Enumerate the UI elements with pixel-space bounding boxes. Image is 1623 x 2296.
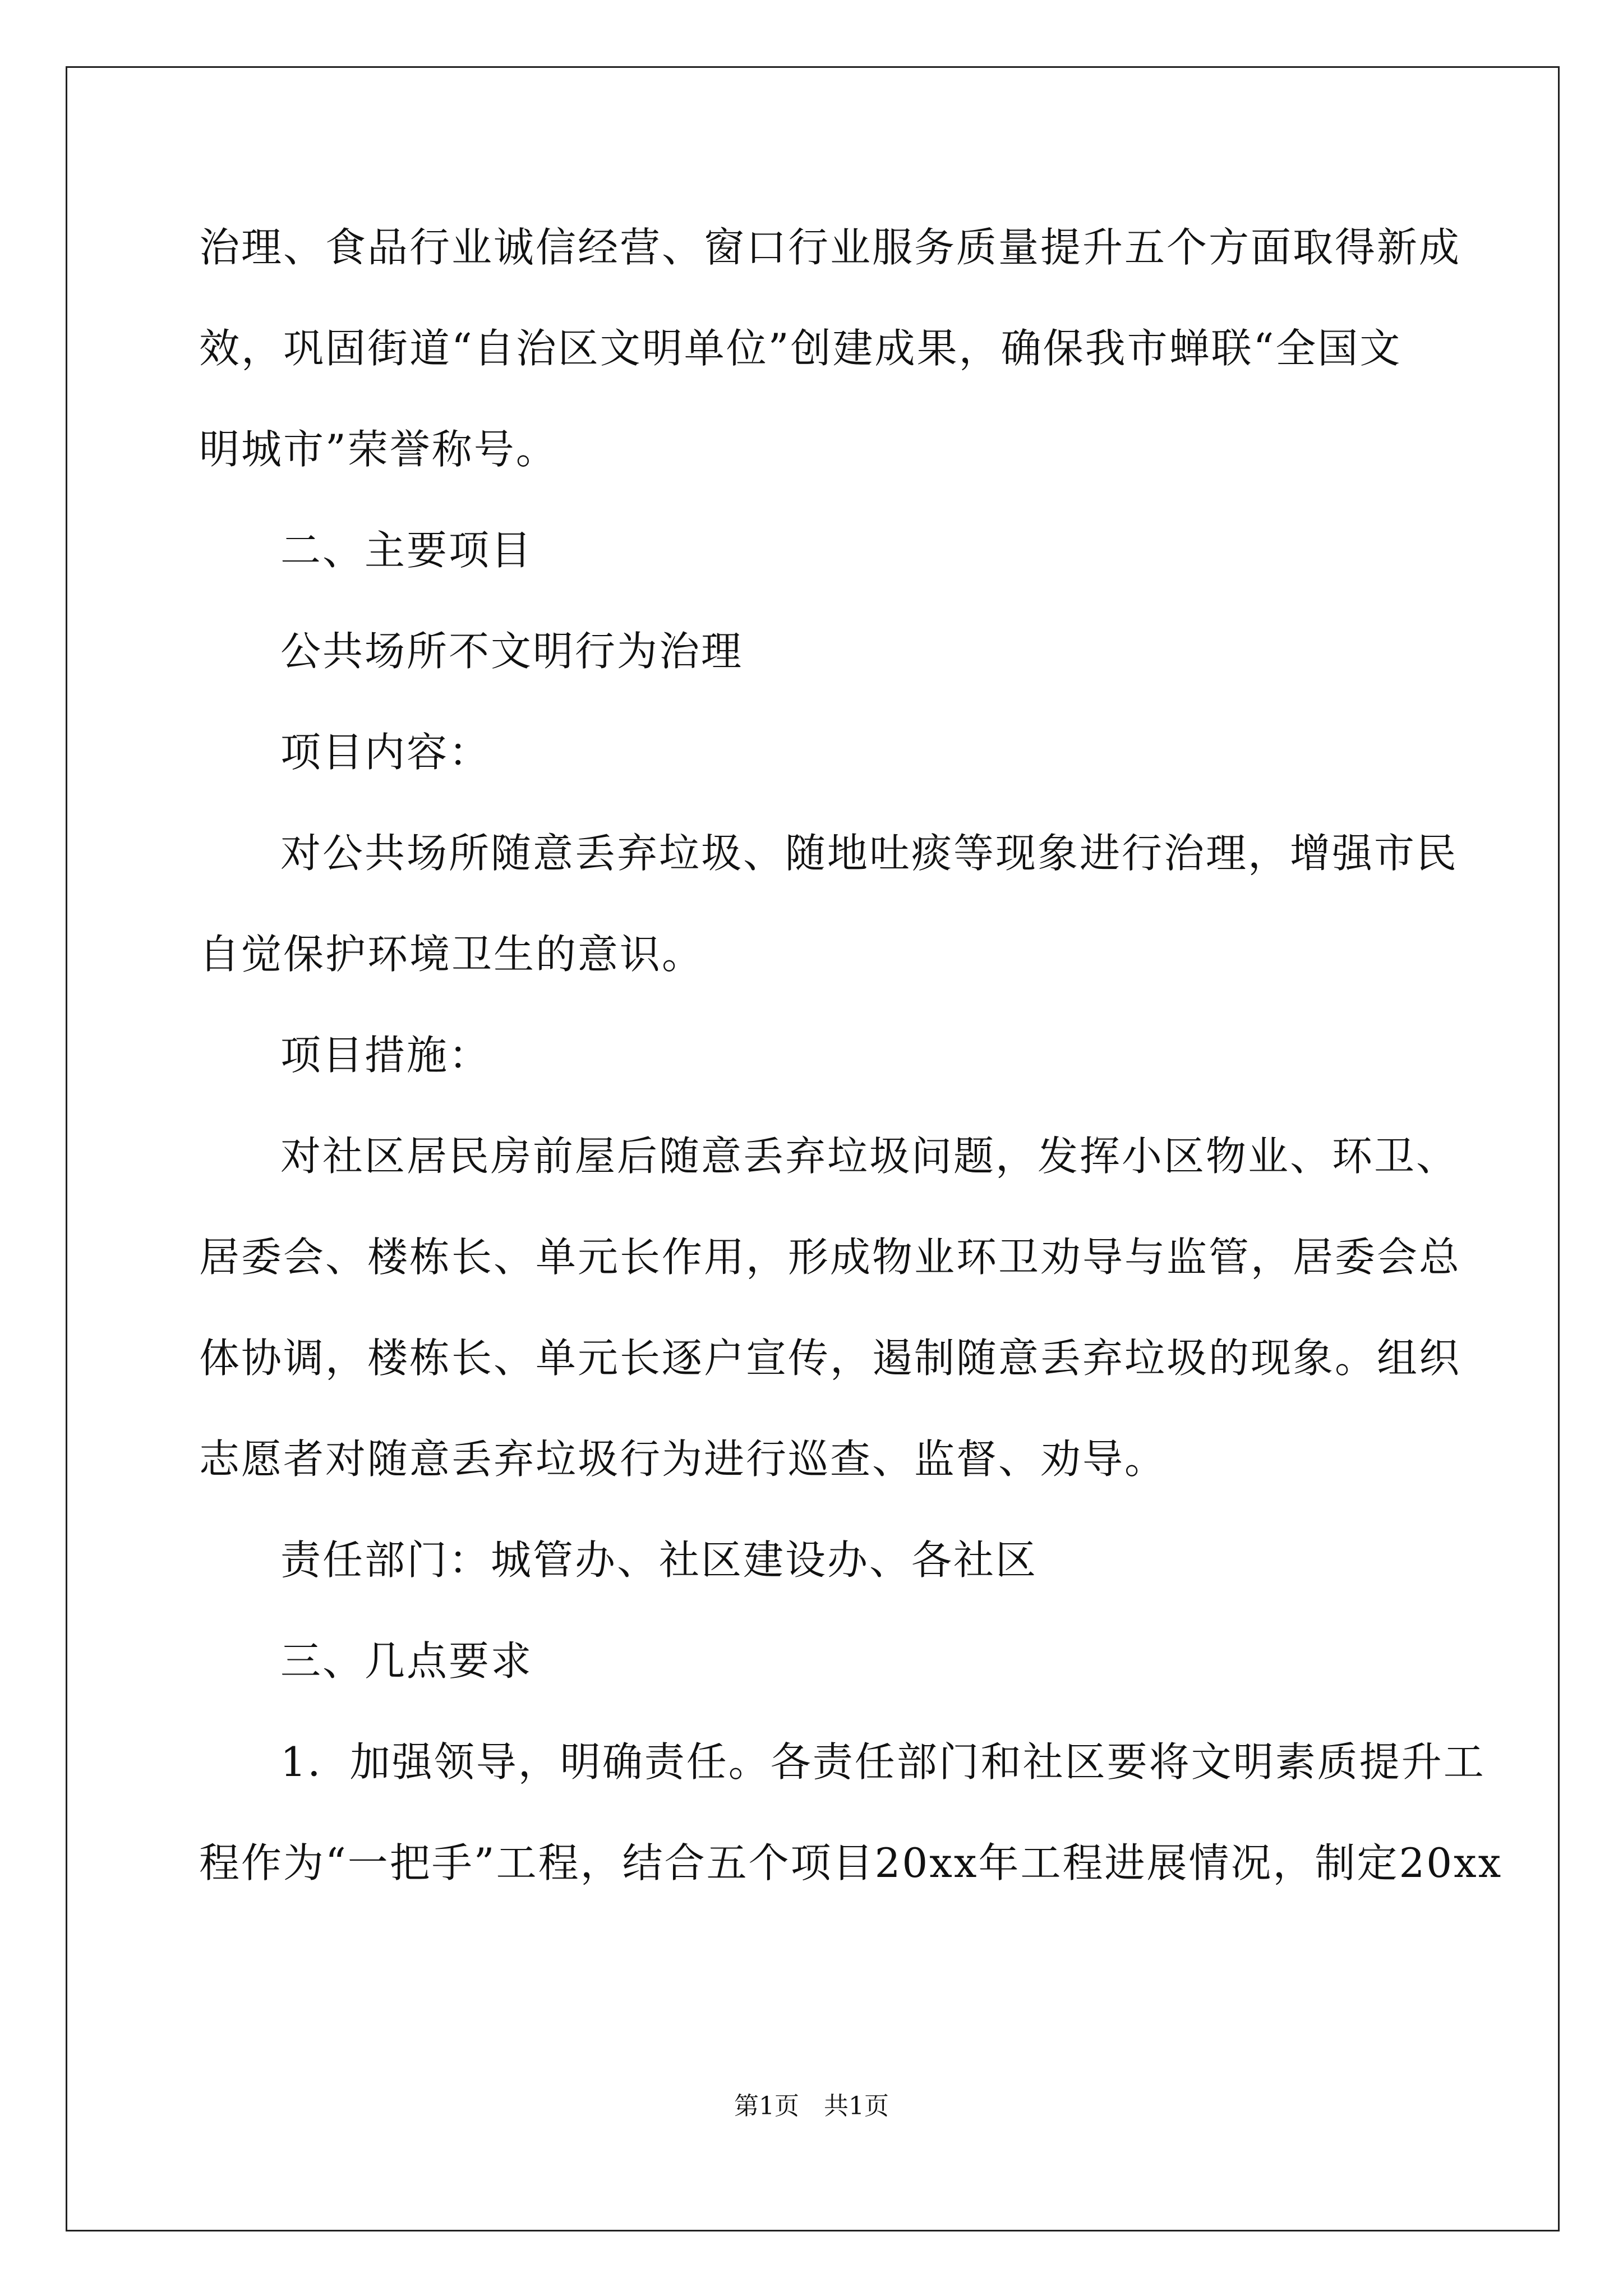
paragraph-line: 居委会、楼栋长、单元长作用，形成物业环卫劝导与监管，居委会总 bbox=[199, 1234, 1461, 1281]
paragraph-line: 体协调，楼栋长、单元长逐户宣传，遏制随意丢弃垃圾的现象。组织 bbox=[199, 1335, 1461, 1382]
paragraph-line: 治理、食品行业诚信经营、窗口行业服务质量提升五个方面取得新成 bbox=[199, 224, 1461, 271]
paragraph-line: 自觉保护环境卫生的意识。 bbox=[199, 931, 704, 978]
paragraph-line: 项目措施： bbox=[280, 1032, 491, 1079]
paragraph-line: 明城市”荣誉称号。 bbox=[199, 426, 558, 473]
paragraph-line: 对公共场所随意丢弃垃圾、随地吐痰等现象进行治理，增强市民 bbox=[280, 830, 1459, 877]
paragraph-line: 项目内容： bbox=[280, 729, 491, 776]
subsection-heading: 公共场所不文明行为治理 bbox=[280, 628, 744, 675]
paragraph-line: 程作为“一把手”工程，结合五个项目20xx年工程进展情况，制定20xx bbox=[199, 1839, 1503, 1887]
paragraph-line: 对社区居民房前屋后随意丢弃垃圾问题，发挥小区物业、环卫、 bbox=[280, 1133, 1459, 1180]
section-heading: 三、几点要求 bbox=[280, 1637, 533, 1685]
section-heading: 二、主要项目 bbox=[280, 527, 533, 574]
paragraph-line: 志愿者对随意丢弃垃圾行为进行巡查、监督、劝导。 bbox=[199, 1435, 1167, 1483]
paragraph-line: 效，巩固街道“自治区文明单位”创建成果，确保我市蝉联“全国文 bbox=[199, 325, 1402, 372]
page-footer: 第1页 共1页 bbox=[734, 2092, 889, 2120]
paragraph-line: 1．加强领导，明确责任。各责任部门和社区要将文明素质提升工 bbox=[280, 1738, 1486, 1786]
paragraph-line: 责任部门：城管办、社区建设办、各社区 bbox=[280, 1536, 1038, 1584]
